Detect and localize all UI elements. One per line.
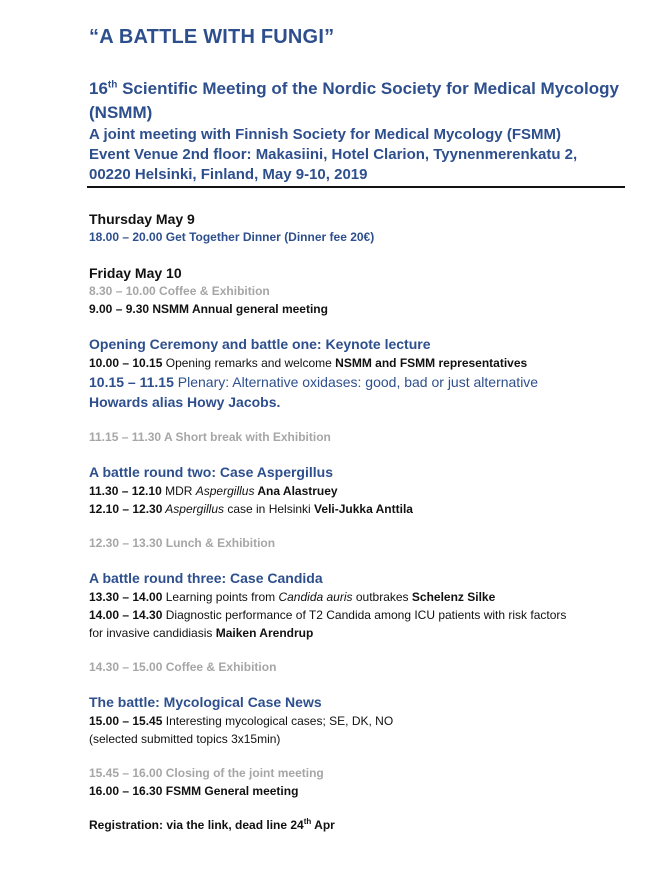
thursday-heading: Thursday May 9 [89,211,195,227]
nsmm-meeting-line: 9.00 – 9.30 NSMM Annual general meeting [89,302,328,316]
plenary-line: 10.15 – 11.15 Plenary: Alternative oxidases: good, bad or just alternative [89,374,539,390]
meeting-header [89,77,625,185]
round-two-talk-1: 11.30 – 12.10 MDR Aspergillus Ana Alastruey [89,484,338,498]
round-three-heading: A battle round three: Case Candida [89,570,323,586]
round-three-talk-2: 14.00 – 14.30 Diagnostic performance of T2 Candida among ICU patients with risk factors [89,608,567,622]
plenary-speaker: Howards alias Howy Jacobs. [89,394,281,410]
lunch-line: 12.30 – 13.30 Lunch & Exhibition [89,536,276,550]
fsmm-meeting-line: 16.00 – 16.30 FSMM General meeting [89,784,299,798]
opening-heading: Opening Ceremony and battle one: Keynote lecture [89,336,431,352]
case-news-heading: The battle: Mycological Case News [89,694,322,710]
meeting-title: 16th Scientific Meeting of the Nordic Society for Medical Mycology (NSMM) [89,79,619,122]
registration-line: Registration: via the link, dead line 24th Apr [89,817,335,832]
round-two-heading: A battle round two: Case Aspergillus [89,464,333,480]
round-three-talk-2-cont: for invasive candidiasis Maiken Arendrup [89,626,314,640]
closing-line: 15.45 – 16.00 Closing of the joint meeting [89,766,324,780]
case-news-talk: 15.00 – 15.45 Interesting mycological cases; SE, DK, NO [89,714,394,728]
venue-line-1: Event Venue 2nd floor: Makasiini, Hotel Clarion, Tyynenmerenkatu 2, [89,146,578,163]
round-three-talk-1: 13.30 – 14.00 Learning points from Candida auris outbrakes Schelenz Silke [89,590,496,604]
friday-heading: Friday May 10 [89,265,182,281]
coffee-line-2: 14.30 – 15.00 Coffee & Exhibition [89,660,277,674]
case-news-note: (selected submitted topics 3x15min) [89,732,281,746]
document-title: “A BATTLE WITH FUNGI” [89,26,335,48]
venue-line-2: 00220 Helsinki, Finland, May 9-10, 2019 [89,166,368,183]
round-two-talk-2: 12.10 – 12.30 Aspergillus case in Helsinki Veli-Jukka Anttila [89,502,413,516]
dinner-line: 18.00 – 20.00 Get Together Dinner (Dinner fee 20€) [89,230,375,244]
short-break-line: 11.15 – 11.30 A Short break with Exhibition [89,430,331,444]
coffee-exhibition-line: 8.30 – 10.00 Coffee & Exhibition [89,284,270,298]
joint-meeting-line: A joint meeting with Finnish Society for Medical Mycology (FSMM) [89,126,561,143]
opening-remarks-line: 10.00 – 10.15 Opening remarks and welcome NSMM and FSMM representatives [89,356,528,370]
program-document [89,26,625,834]
